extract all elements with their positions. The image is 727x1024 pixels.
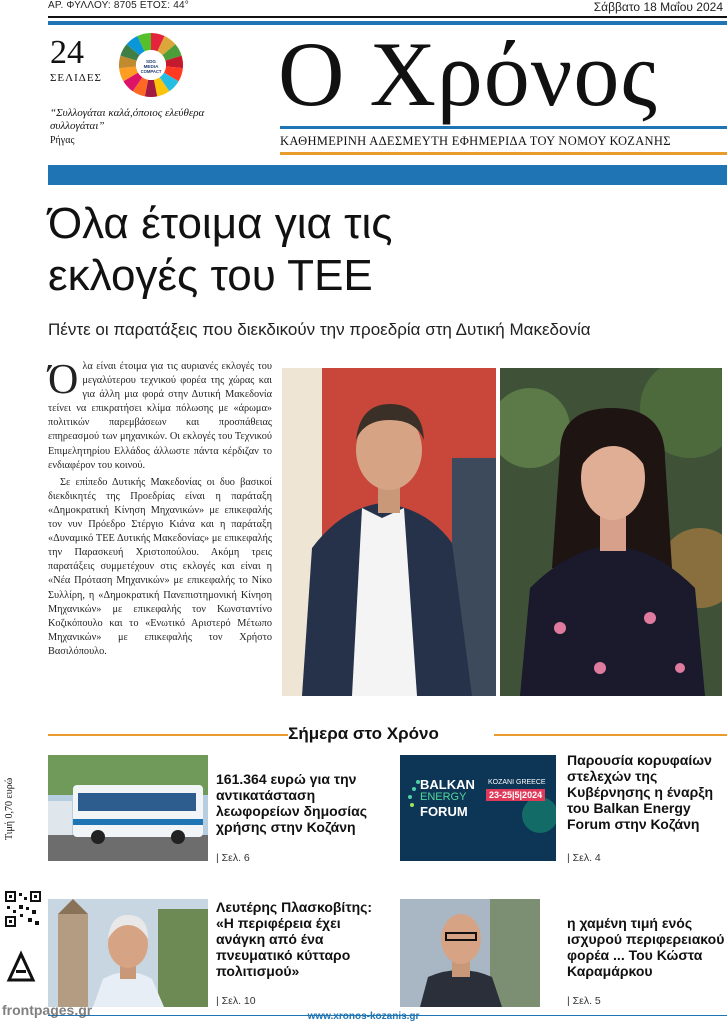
- dropcap: Ό: [48, 357, 79, 403]
- lead-paragraph-1: [48, 357, 272, 473]
- ad-line-1: BALKAN: [420, 777, 475, 792]
- lead-dek: Πέντε οι παρατάξεις που διεκδικούν την προεδρία στη Δυτική Μακεδονία: [48, 320, 591, 339]
- qr-code-icon[interactable]: [4, 890, 42, 928]
- story-1-title[interactable]: 161.364 ευρώ για την αντικατάσταση λεωφορείων δημοσίας χρήσης στην Κοζάνη: [216, 771, 368, 835]
- svg-text:MEDIA: MEDIA: [143, 64, 159, 69]
- ad-location: KOZANI GREECE: [488, 779, 546, 786]
- balkan-energy-forum-ad[interactable]: [400, 755, 556, 861]
- lead-body: [48, 357, 272, 662]
- headline-line-2: εκλογές του ΤΕΕ: [48, 251, 373, 300]
- bus-thumbnail[interactable]: [48, 755, 208, 861]
- svg-text:COMPACT: COMPACT: [140, 69, 162, 74]
- ad-line-2: ENERGY: [420, 791, 467, 803]
- sdg-badge-icon: [118, 32, 184, 98]
- candidate-photo-man: [282, 368, 496, 696]
- title-orange-rule: [280, 152, 727, 155]
- masthead-blue-bar: [48, 165, 727, 185]
- story-3-title[interactable]: Λευτέρης Πλασκοβίτης: «Η περιφέρεια έχει ανάγκη από ένα πνευματικό κύτταρο πολιτισμού»: [216, 899, 373, 979]
- top-rule: [48, 16, 727, 18]
- story-3-page: | Σελ. 10: [216, 995, 256, 1007]
- motto-author: Ρήγας: [50, 135, 75, 146]
- paragraph-1-text: λα είναι έτοιμα για τις αυριανές εκλογές του μεγαλύτερου τεχνικού φορέα της χώρας και για άλλη μια φορά στην Δυτική Μακεδονία τείνει να επικρατήσει κλίμα πόλωσης με «άρωμα» πολιτικών παρεμβάσεων και προσπάθειας επηρεασμού των μηχανικών. Οι εκλογές του Τεχνικού Επιμελητηρίου Ελλάδος άλλωστε πάντα κέρδιζαν το ενδιαφέρον του κοινού.: [48, 361, 272, 471]
- plaskovitis-thumbnail[interactable]: [48, 899, 208, 1007]
- title-blue-rule: [280, 126, 727, 129]
- headline-line-1: Όλα έτοιμα για τις: [48, 199, 393, 248]
- watermark: frontpages.gr: [2, 1002, 93, 1018]
- ellta-logo-icon: [6, 950, 36, 984]
- karamarkou-thumbnail[interactable]: [400, 899, 540, 1007]
- website-link[interactable]: www.xronos-kozanis.gr: [307, 1011, 420, 1022]
- lead-paragraph-2: Σε επίπεδο Δυτικής Μακεδονίας οι δυο βασικοί διεκδικητές της Προεδρίας είναι η παράταξη «Δημοκρατική Κίνηση Μηχανικών» με επικεφαλής τον νυν Πρόεδρο Στέργιο Κιάνα και η παράταξη «Δυναμικό ΤΕΕ Δυτικής Μακεδονίας» με επικεφαλής την Παρασκευή Χριστοπούλου. Ακόμη τρεις παρατάξεις συμμετέχουν στις εκλογές και είναι η «Νέα Πρόταση Μηχανικών» με επικεφαλής το Νίκο Συλλίρη, η «Δημοκρατική Πανεπιστημονική Κίνηση Μηχανικών» με επικεφαλής τον Κωνσταντίνο Κοζικόπουλο και το «Ενωτικό Αριστερό Μέτωπο Μηχανικών» με επικεφαλής τον Χρήστο Βασιλόπουλο.: [48, 476, 272, 657]
- story-4-title[interactable]: η χαμένη τιμή ενός ισχυρού περιφερειακού φορέα ... Του Κώστα Καραμάρκου: [567, 915, 725, 979]
- pages-label: ΣΕΛΙΔΕΣ: [50, 72, 102, 84]
- svg-text:SDG: SDG: [146, 59, 156, 64]
- pages-number: 24: [50, 34, 84, 71]
- motto: “Συλλογάται καλά,όποιος ελεύθερα συλλογάται”: [50, 107, 205, 132]
- price-label: Τιμή 0,70 ευρώ: [4, 777, 15, 840]
- ad-line-3: FORUM: [420, 804, 468, 819]
- ad-dates: 23-25|5|2024: [486, 789, 545, 801]
- story-2-page: | Σελ. 4: [567, 852, 601, 864]
- story-1-page: | Σελ. 6: [216, 852, 250, 864]
- lead-headline: [48, 198, 688, 302]
- section-title: Σήμερα στο Χρόνο: [288, 724, 439, 743]
- issue-date: Σάββατο 18 Μαΐου 2024: [593, 0, 723, 14]
- candidate-photo-woman: [500, 368, 722, 696]
- story-2-title[interactable]: Παρουσία κορυφαίων στελεχών της Κυβέρνησης η έναρξη του Balkan Energy Forum στην Κοζάνη: [567, 752, 714, 832]
- newspaper-title: Ο Χρόνος: [278, 23, 658, 125]
- issue-info: ΑΡ. ΦΥΛΛΟΥ: 8705 ΕΤΟΣ: 44°: [48, 0, 189, 11]
- newspaper-subtitle: ΚΑΘΗΜΕΡΙΝΗ ΑΔΕΣΜΕΥΤΗ ΕΦΗΜΕΡΙΔΑ ΤΟΥ ΝΟΜΟΥ ΚΟΖΑΝΗΣ: [280, 134, 671, 148]
- story-4-page: | Σελ. 5: [567, 995, 601, 1007]
